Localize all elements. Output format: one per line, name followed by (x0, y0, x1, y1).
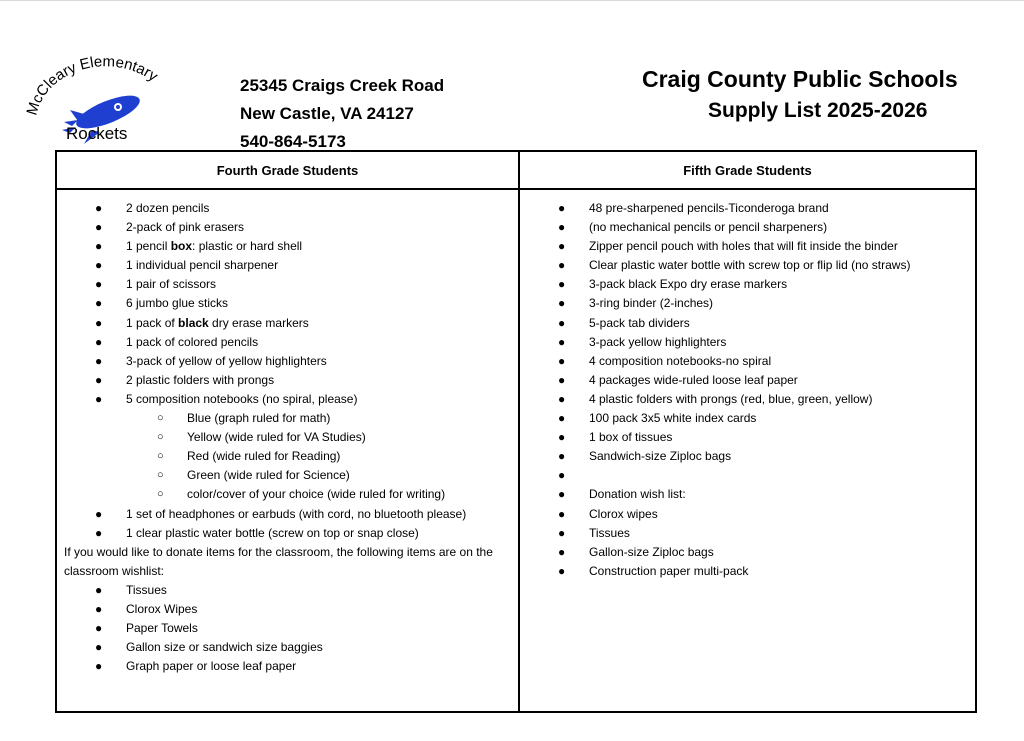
list-item: ● 1 set of headphones or earbuds (with cord, no bluetooth please) (57, 505, 518, 524)
fourth-grade-wishlist (57, 581, 518, 676)
bullet-icon: ● (95, 296, 103, 311)
fourth-grade-heading: Fourth Grade Students (56, 151, 519, 189)
bullet-icon: ● (558, 411, 566, 426)
list-item: ● 1 box of tissues (520, 428, 975, 447)
list-item: ● Tissues (520, 524, 975, 543)
address-street: 25345 Craigs Creek Road (240, 76, 445, 95)
bullet-icon: ● (558, 487, 566, 502)
circle-bullet-icon: ○ (157, 450, 164, 463)
bullet-icon: ● (558, 353, 566, 368)
list-item: ● 4 packages wide-ruled loose leaf paper (520, 371, 975, 390)
supply-table (55, 150, 977, 713)
bullet-icon: ● (95, 640, 103, 655)
list-item: ● Gallon size or sandwich size baggies (57, 638, 518, 657)
list-item: ● 6 jumbo glue sticks (57, 294, 518, 313)
fifth-grade-cell (519, 189, 976, 712)
list-item: ● 2 dozen pencils (57, 199, 518, 218)
bullet-icon: ● (95, 258, 103, 273)
bullet-icon: ● (558, 391, 566, 406)
sub-list-item: ○ Green (wide ruled for Science) (57, 466, 518, 485)
bullet-icon: ● (95, 582, 103, 597)
list-item: ● Sandwich-size Ziploc bags (520, 447, 975, 466)
list-item: ● 2-pack of pink erasers (57, 218, 518, 237)
circle-bullet-icon: ○ (157, 469, 164, 482)
circle-bullet-icon: ○ (157, 412, 164, 425)
bullet-icon: ● (558, 468, 566, 483)
bullet-icon: ● (558, 296, 566, 311)
list-item: ● 5 composition notebooks (no spiral, please) (57, 390, 518, 409)
bullet-icon: ● (558, 220, 566, 235)
list-item: ● 1 pair of scissors (57, 275, 518, 294)
list-item: ● Clorox Wipes (57, 600, 518, 619)
list-item: ● Donation wish list: (520, 485, 975, 504)
list-item: ● Clorox wipes (520, 505, 975, 524)
list-item: ● Graph paper or loose leaf paper (57, 657, 518, 676)
bullet-icon: ● (558, 449, 566, 464)
list-item: ● Tissues (57, 581, 518, 600)
circle-bullet-icon: ○ (157, 488, 164, 501)
bullet-icon: ● (558, 315, 566, 330)
bullet-icon: ● (95, 372, 103, 387)
fifth-grade-list (520, 199, 975, 581)
list-item: ● Zipper pencil pouch with holes that will fit inside the binder (520, 237, 975, 256)
bullet-icon: ● (558, 430, 566, 445)
sub-list-item: ○ color/cover of your choice (wide ruled for writing) (57, 485, 518, 504)
donation-note: If you would like to donate items for the classroom, the following items are on the classroom wishlist: (64, 544, 493, 578)
bullet-icon: ● (95, 659, 103, 674)
list-item (520, 466, 975, 485)
bullet-icon: ● (95, 315, 103, 330)
list-item: ● 5-pack tab dividers (520, 314, 975, 333)
list-item: ● 1 clear plastic water bottle (screw on top or snap close) (57, 524, 518, 543)
bullet-icon: ● (95, 506, 103, 521)
sub-list-item: ○ Blue (graph ruled for math) (57, 409, 518, 428)
bullet-icon: ● (558, 525, 566, 540)
bullet-icon: ● (95, 525, 103, 540)
list-item: ● Paper Towels (57, 619, 518, 638)
list-item: ● 1 pack of colored pencils (57, 333, 518, 352)
bullet-icon: ● (558, 201, 566, 215)
address-city: New Castle, VA 24127 (240, 104, 414, 123)
bullet-icon: ● (95, 621, 103, 636)
address-phone: 540-864-5173 (240, 132, 346, 151)
bullet-icon: ● (558, 544, 566, 559)
list-item: ● 3-pack of yellow of yellow highlighters (57, 352, 518, 371)
bullet-icon: ● (95, 334, 103, 349)
logo-arc-text: McCleary Elementary (23, 53, 161, 118)
list-item: ● 1 pack of black dry erase markers (57, 314, 518, 333)
list-item: ● 3-pack black Expo dry erase markers (520, 275, 975, 294)
bullet-icon: ● (558, 239, 566, 254)
bullet-icon: ● (558, 563, 566, 578)
bullet-icon: ● (558, 372, 566, 387)
bullet-icon: ● (95, 391, 103, 406)
fifth-grade-heading: Fifth Grade Students (519, 151, 976, 189)
bullet-icon: ● (95, 239, 103, 254)
sub-list-item: ○ Red (wide ruled for Reading) (57, 447, 518, 466)
bullet-icon: ● (558, 334, 566, 349)
list-item: ● (no mechanical pencils or pencil sharpeners) (520, 218, 975, 237)
list-item: ● 1 individual pencil sharpener (57, 256, 518, 275)
page-top-rule (0, 0, 1024, 1)
bullet-icon: ● (95, 277, 103, 292)
bullet-icon: ● (558, 506, 566, 521)
fourth-grade-list (57, 199, 518, 543)
bullet-icon: ● (95, 201, 103, 215)
fourth-grade-cell (56, 189, 519, 712)
list-item: ● 3-ring binder (2-inches) (520, 294, 975, 313)
list-item: ● Gallon-size Ziploc bags (520, 543, 975, 562)
bullet-icon: ● (95, 220, 103, 235)
list-item: ● Construction paper multi-pack (520, 562, 975, 581)
circle-bullet-icon: ○ (157, 431, 164, 444)
list-item: ● Clear plastic water bottle with screw top or flip lid (no straws) (520, 256, 975, 275)
logo-caption: Rockets (66, 124, 128, 143)
list-item: ● 4 composition notebooks-no spiral (520, 352, 975, 371)
bullet-icon: ● (558, 258, 566, 273)
document-subtitle: Supply List 2025-2026 (708, 99, 928, 122)
list-item: ● 100 pack 3x5 white index cards (520, 409, 975, 428)
list-item: ● 1 pencil box: plastic or hard shell (57, 237, 518, 256)
list-item: ● 48 pre-sharpened pencils-Ticonderoga brand (520, 199, 975, 218)
bullet-icon: ● (95, 353, 103, 368)
list-item: ● 4 plastic folders with prongs (red, blue, green, yellow) (520, 390, 975, 409)
school-address (240, 72, 444, 156)
sub-list-item: ○ Yellow (wide ruled for VA Studies) (57, 428, 518, 447)
document-title: Craig County Public Schools (642, 66, 958, 92)
list-item: ● 3-pack yellow highlighters (520, 333, 975, 352)
list-item: ● 2 plastic folders with prongs (57, 371, 518, 390)
bullet-icon: ● (95, 601, 103, 616)
bullet-icon: ● (558, 277, 566, 292)
